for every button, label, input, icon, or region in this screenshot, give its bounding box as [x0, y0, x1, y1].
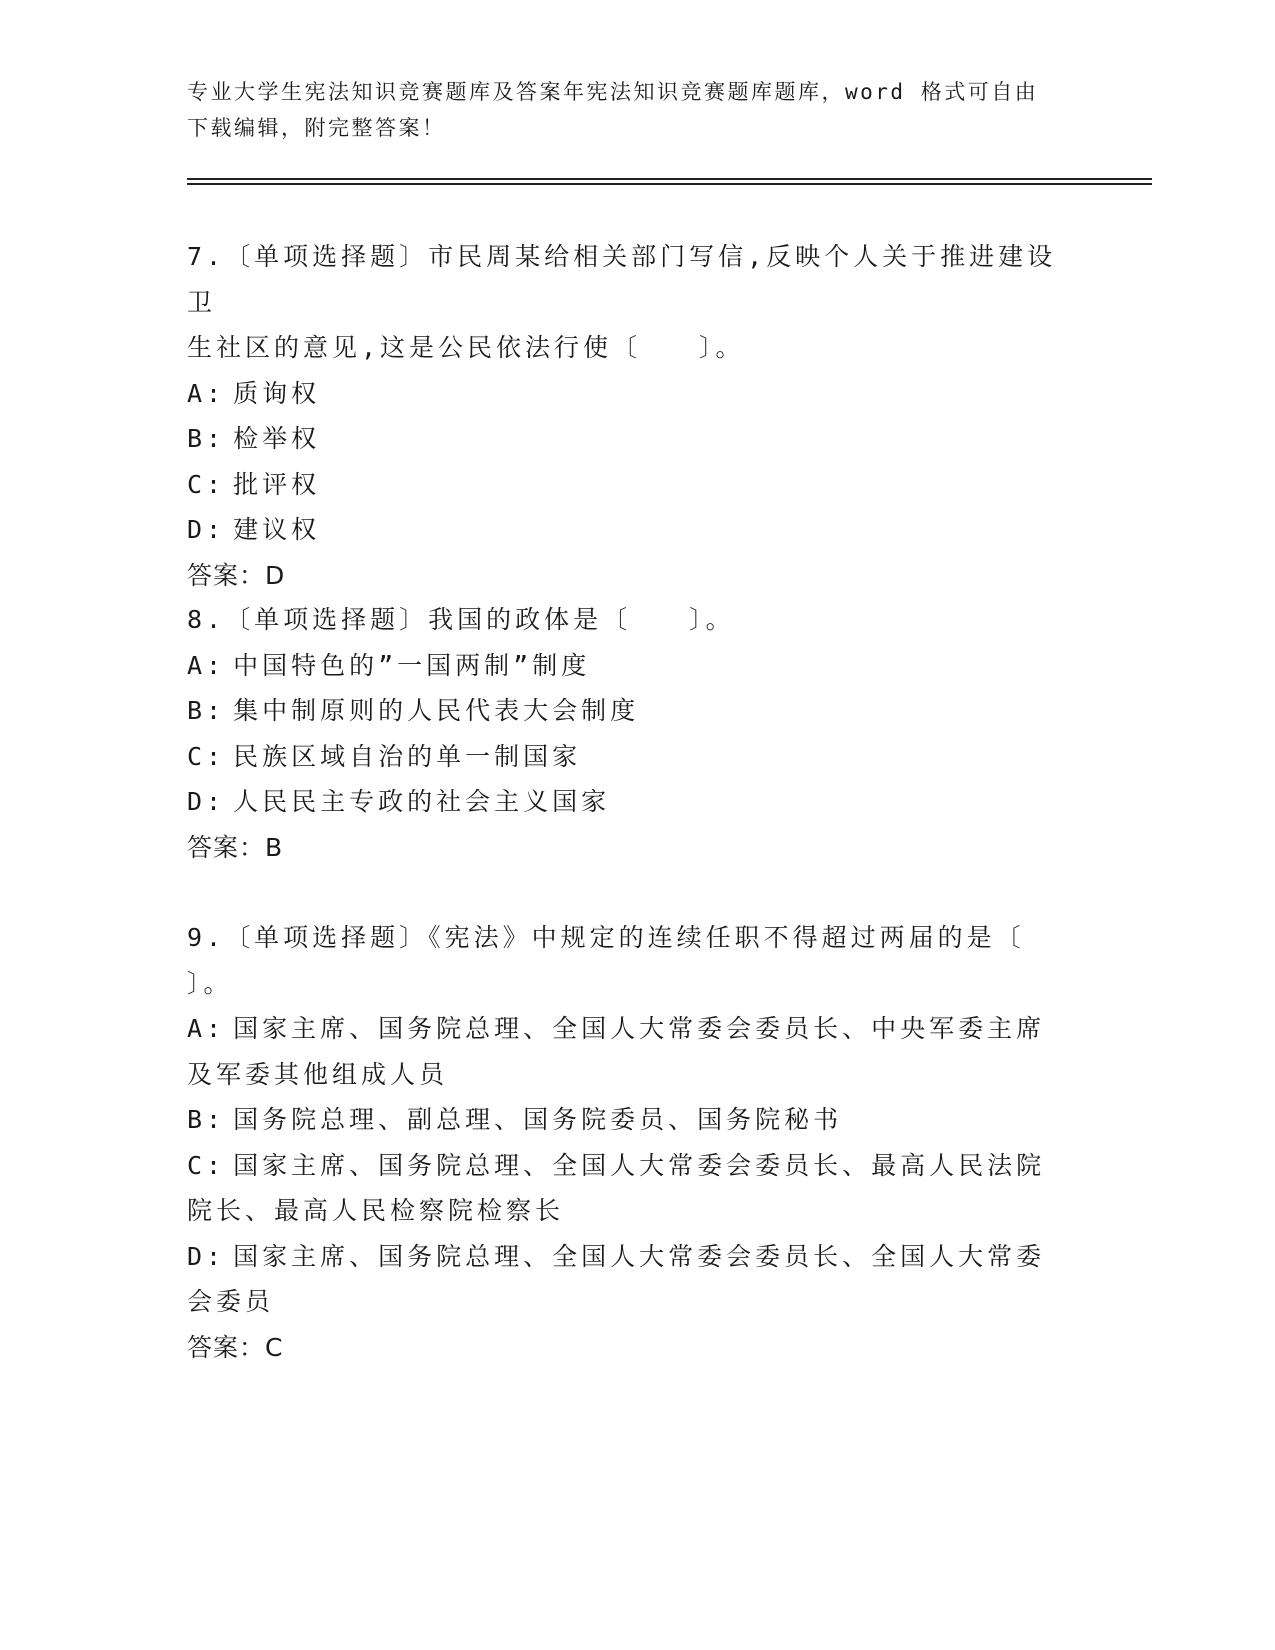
question-9	[187, 915, 1072, 1370]
question-7	[187, 234, 1072, 598]
option-key: D:	[187, 515, 226, 544]
question-8	[187, 597, 1072, 870]
option-key: C:	[187, 469, 226, 499]
option-a	[187, 1006, 1072, 1097]
question-stem-line: 〕。	[187, 968, 233, 998]
option-key: A:	[187, 650, 226, 680]
question-stem-line: 8.〔单项选择题〕我国的政体是〔 〕。	[187, 605, 735, 634]
option-c	[187, 462, 1072, 508]
question-stem-line: 9.〔单项选择题〕《宪法》中规定的连续任职不得超过两届的是〔	[187, 923, 1025, 952]
option-key: B:	[187, 1105, 226, 1134]
option-key: D:	[187, 787, 226, 816]
answer-line: 答案：D	[187, 560, 286, 590]
option-text: 国家主席、国务院总理、全国人大常委会委员长、中央军委主席及军委其他组成人员	[187, 1014, 1046, 1089]
option-text: 国家主席、国务院总理、全国人大常委会委员长、最高人民法院院长、最高人民检察院检察长	[187, 1150, 1046, 1225]
option-d	[187, 779, 1072, 825]
header-divider-bottom	[187, 183, 1152, 185]
option-text: 批评权	[233, 469, 321, 499]
option-key: C:	[187, 741, 226, 771]
option-c	[187, 1143, 1072, 1234]
option-text: 国务院总理、副总理、国务院委员、国务院秘书	[233, 1105, 843, 1134]
option-a	[187, 371, 1072, 417]
document-header	[187, 74, 1067, 146]
option-b	[187, 688, 1072, 734]
option-key: A:	[187, 378, 226, 408]
option-d	[187, 507, 1072, 553]
option-text: 质询权	[233, 378, 321, 408]
option-d	[187, 1234, 1072, 1325]
option-text: 检举权	[233, 424, 321, 453]
header-line-1: 专业大学生宪法知识竞赛题库及答案年宪法知识竞赛题库题库，word 格式可自由	[187, 80, 1039, 104]
option-a	[187, 643, 1072, 689]
option-text: 建议权	[233, 515, 321, 544]
option-text: 中国特色的”一国两制”制度	[233, 650, 591, 680]
answer-line: 答案：C	[187, 1332, 284, 1362]
option-text: 人民民主专政的社会主义国家	[233, 787, 611, 816]
option-text: 国家主席、国务院总理、全国人大常委会委员长、全国人大常委会委员	[187, 1241, 1046, 1316]
option-key: A:	[187, 1014, 226, 1043]
option-key: C:	[187, 1150, 226, 1180]
option-c	[187, 734, 1072, 780]
option-key: B:	[187, 696, 226, 725]
option-key: B:	[187, 424, 226, 453]
option-b	[187, 1097, 1072, 1143]
option-text: 集中制原则的人民代表大会制度	[233, 696, 640, 725]
question-stem-line: 生社区的意见,这是公民依法行使〔 〕。	[187, 333, 745, 362]
option-text: 民族区域自治的单一制国家	[233, 741, 582, 771]
option-b	[187, 416, 1072, 462]
answer-line: 答案：B	[187, 832, 284, 862]
header-divider-top	[187, 178, 1152, 180]
header-line-2: 下载编辑，附完整答案！	[187, 116, 446, 140]
option-key: D:	[187, 1241, 226, 1271]
question-stem-line: 7.〔单项选择题〕市民周某给相关部门写信,反映个人关于推进建设卫	[187, 242, 1057, 317]
